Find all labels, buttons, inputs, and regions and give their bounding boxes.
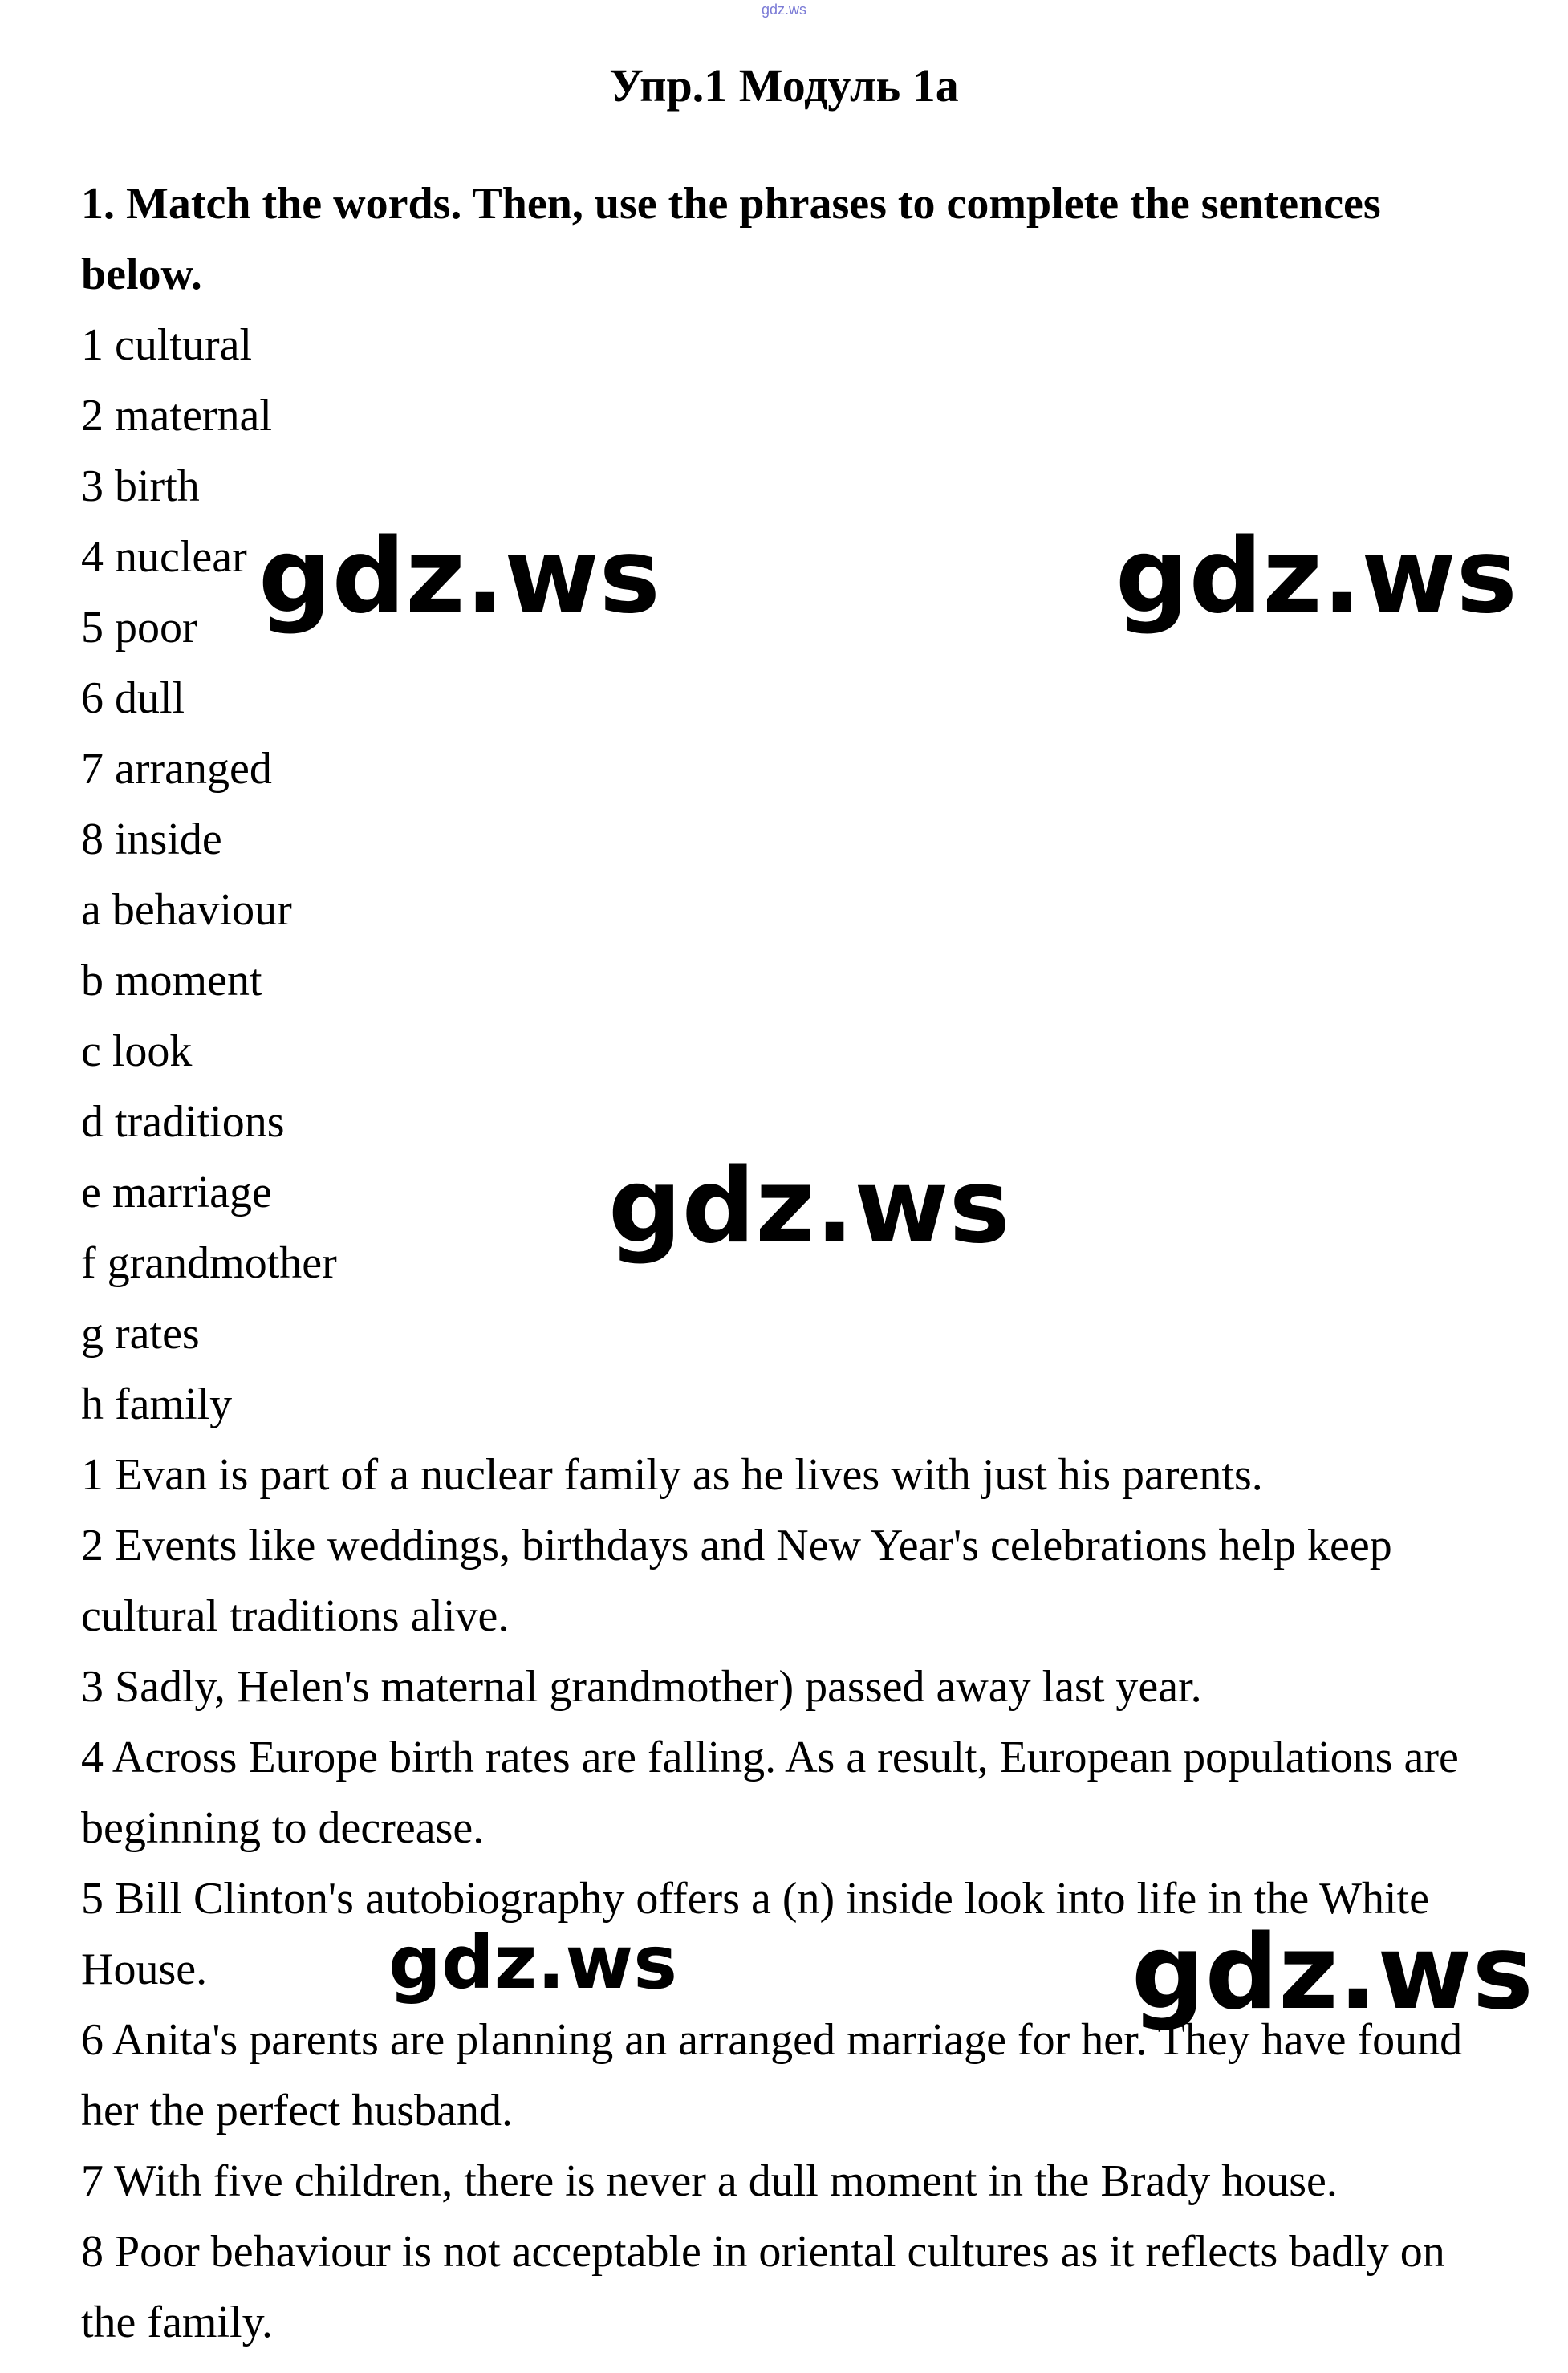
list-item: 1 cultural [81, 320, 253, 370]
sentence-item: 3 Sadly, Helen's maternal grandmother) passed away last year. [81, 1662, 1202, 1712]
sentence-item: 2 Events like weddings, birthdays and New Year's celebrations help keep cultural traditions alive. [81, 1521, 1392, 1641]
list-item: e marriage [81, 1168, 272, 1217]
sentence-item: 8 Poor behaviour is not acceptable in oriental cultures as it reflects badly on the family. [81, 2227, 1445, 2347]
page-title: Упр.1 Модуль 1а [609, 59, 959, 112]
list-item: 2 maternal [81, 391, 272, 441]
sentence-item: 6 Anita's parents are planning an arranged marriage for her. They have found her the perfect husband. [81, 2015, 1463, 2135]
list-item: 5 poor [81, 603, 197, 652]
list-item: d traditions [81, 1097, 285, 1147]
top-watermark: gdz.ws [761, 2, 807, 18]
watermark: gdz.ws [1115, 517, 1517, 636]
list-item: a behaviour [81, 885, 292, 935]
sentence-item: 4 Across Europe birth rates are falling. As a result, European populations are beginning to decrease. [81, 1733, 1459, 1853]
sentence-item: 5 Bill Clinton's autobiography offers a (n) inside look into life in the White House. [81, 1874, 1429, 1994]
list-item: c look [81, 1026, 193, 1076]
sentence-item: 7 With five children, there is never a dull moment in the Brady house. [81, 2156, 1338, 2206]
list-item: g rates [81, 1309, 200, 1359]
watermark: gdz.ws [258, 517, 660, 636]
list-item: 4 nuclear [81, 532, 247, 582]
list-item: b moment [81, 956, 262, 1006]
list-item: f grandmother [81, 1238, 337, 1288]
list-item: 7 arranged [81, 744, 272, 794]
sentence-item: 1 Evan is part of a nuclear family as he lives with just his parents. [81, 1450, 1263, 1500]
list-item: h family [81, 1380, 233, 1429]
watermark: gdz.ws [1131, 1913, 1533, 2033]
sentence-list [81, 1440, 1493, 2358]
list-item: 3 birth [81, 461, 200, 511]
task-instruction: 1. Match the words. Then, use the phrases to complete the sentences below. [81, 179, 1381, 299]
list-item: 8 inside [81, 815, 222, 864]
watermark: gdz.ws [388, 1920, 677, 2005]
list-item: 6 dull [81, 673, 185, 723]
watermark: gdz.ws [608, 1147, 1010, 1266]
